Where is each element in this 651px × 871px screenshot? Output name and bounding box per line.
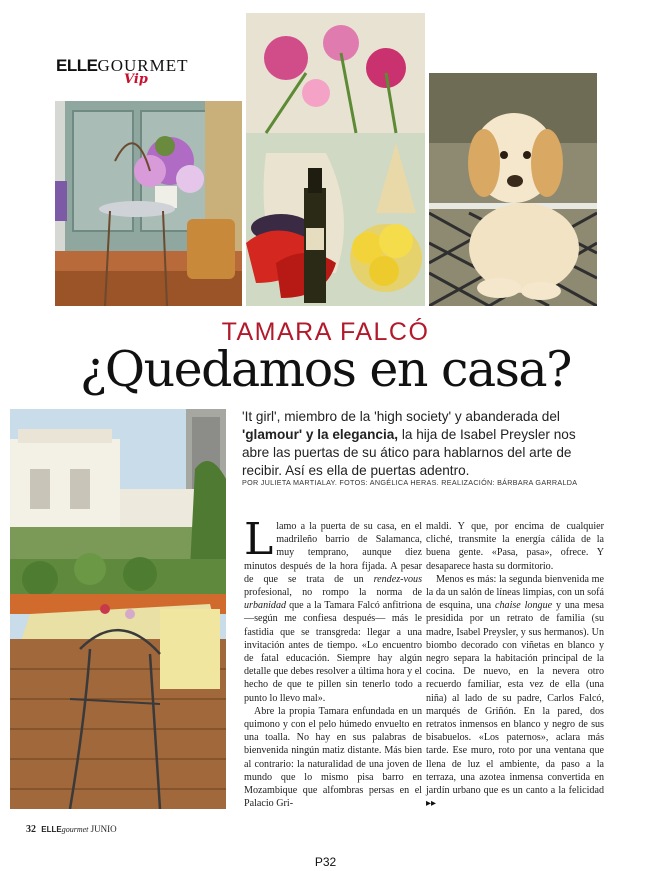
- photo-chair-flowers: [55, 101, 242, 306]
- body-paragraph: Abre la propia Tamara enfundada en un quimono y con el pelo húmedo envuelto en una toalla. No hay en sus palabras de bienvenida ningún matiz distante. Más bien al contrario: la naturalidad de una joven de mundo que lo mismo pisa barro en Mozambique que alfombras persas en el Palacio Gri-: [244, 705, 422, 810]
- continue-arrow-icon: ▸▸: [426, 798, 437, 810]
- photo-terrace-table: [10, 409, 226, 809]
- lead-text-1: 'It girl', miembro de la 'high society' y abanderada del: [242, 409, 560, 424]
- page-label: P32: [314, 855, 337, 869]
- body-italic: urbanidad: [244, 600, 287, 612]
- folio-elle: ELLE: [41, 825, 62, 834]
- body-italic: chaise longue: [495, 600, 553, 612]
- body-text: profesional, no rompo la norma de: [244, 587, 422, 599]
- photo-puppy: [429, 73, 597, 306]
- lead-bold: 'glamour' y la elegancia,: [242, 427, 399, 442]
- article-headline: ¿Quedamos en casa?: [80, 341, 571, 398]
- article-lead: [242, 408, 604, 480]
- body-column-1: [244, 514, 422, 810]
- body-text: Menos es más: la segunda bienvenida me la da un salón de líneas limpias, con un sofá de esquina, una: [426, 573, 604, 612]
- brand-elle: ELLE: [56, 56, 98, 75]
- folio-month: JUNIO: [90, 824, 117, 834]
- drop-cap: L: [244, 514, 274, 565]
- article-kicker: TAMARA FALCÓ: [221, 318, 430, 346]
- article-byline: POR JULIETA MARTIALAY. FOTOS: ANGÉLICA HERAS. REALIZACIÓN: BÁRBARA GARRALDA: [242, 478, 578, 487]
- page-folio: [26, 824, 117, 835]
- body-paragraph: [426, 573, 604, 811]
- folio-gourmet: gourmet: [61, 825, 89, 834]
- brand-gourmet: GOURMET: [97, 56, 189, 75]
- lead-text-2: la hija de Isabel Preysler nos abre las puertas de su ático para hablarnos del arte de recibir. Así es ella de puertas adentro.: [242, 427, 576, 478]
- body-text: lamo a la puerta de su casa, en el madrileño barrio de Salamanca, muy temprano, aunque diez minutos después de la hora fijada. A pesar de que se trata de un: [244, 521, 422, 585]
- photo-vegetables-lemons: [246, 13, 425, 306]
- body-paragraph: [244, 514, 422, 705]
- body-italic: rendez-vous: [373, 573, 422, 585]
- body-text: y una mesa presidida por un retrato de familia (su madre, Isabel Preysler, y sus hermanos). Un biombo decorado con viñetas en blanco y negro separa la habitación principal de la cocina. De nuevo, en la nevera otro recuerdo familiar, esta vez de ella (una niña) al lado de su padre, Carlos Falcó, marqués de Griñón. En la pared, dos retratos inmensos en blanco y negro de sus bisabuelos. «Los paternos», aclara más tarde. Ese muro, roto por una ventana que llena de luz el ambiente, da paso a la terraza, una azotea inmensa convertida en jardín urbano que es un canto a la felicidad: [426, 600, 604, 797]
- body-text: que a la Tamara Falcó anfitriona —según me confiesa después— más le fastidia que se transgreda: llegar a una invitación antes de tiempo. «Lo encuentro de fatal educación. Siempre hay algún detalle que debes resolver a última hora y el hecho de que te pillen sin tenerlo todo a punto lo llevo mal».: [244, 600, 422, 704]
- page-number: 32: [26, 824, 36, 835]
- body-column-2: [426, 520, 604, 810]
- brand-vip: Vip: [124, 72, 148, 87]
- body-paragraph: maldi. Y que, por encima de cualquier cliché, transmite la energía cálida de la buena gente. «Pasa, pasa», ofrece. Y desaparece hasta su dormitorio.: [426, 521, 604, 572]
- magazine-brand: [56, 56, 201, 96]
